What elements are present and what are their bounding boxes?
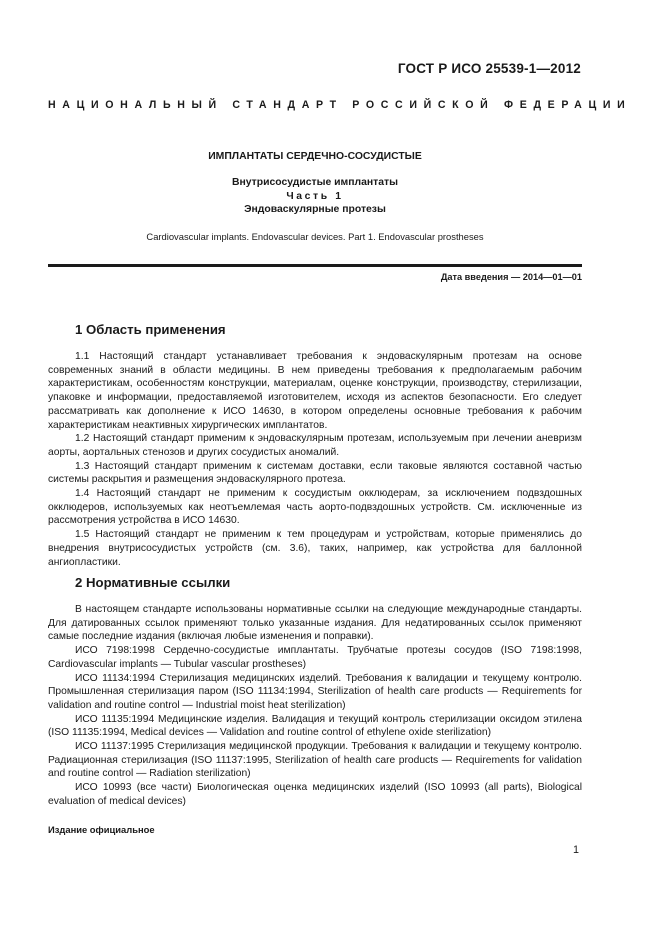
paragraph: В настоящем стандарте использованы нормативные ссылки на следующие международные стандарты. Для датированных ссылок применяют только указанные издания. Для недатированных ссылок применяют самые последние издания (включая любые изменения и поправки). — [48, 604, 582, 643]
document-title: ИМПЛАНТАТЫ СЕРДЕЧНО-СОСУДИСТЫЕ — [208, 151, 422, 162]
standard-number: ГОСТ Р ИСО 25539-1—2012 — [397, 61, 581, 76]
paragraph: 1.2 Настоящий стандарт применим к эндоваскулярным протезам, используемым при лечении аневризм аорты, аортальных стенозов и других сосудистых аномалий. — [48, 433, 582, 458]
paragraph: 1.3 Настоящий стандарт применим к системам доставки, если таковые являются составной частью системы раскрытия и размещения эндоваскулярного протеза. — [48, 460, 582, 486]
introduction-date: Дата введения — 2014—01—01 — [440, 272, 582, 282]
paragraph: 1.5 Настоящий стандарт не применим к тем процедурам и устройствам, которые применялись до внедрения внутрисосудистых устройств (см. 3.6), таких, например, как устройства для баллонной ангиопластики. — [48, 529, 582, 568]
reference-item: ИСО 11135:1994 Медицинские изделия. Валидация и текущий контроль стерилизации оксидом этилена (ISO 11135:1994, Medical devices — Validation and routine control of ethylene oxide sterilization) — [48, 713, 582, 739]
page-number: 1 — [573, 844, 580, 856]
document-subtitle: Внутрисосудистые имплантаты — [231, 177, 399, 188]
section-heading-normative-references: 2 Нормативные ссылки — [75, 575, 231, 590]
reference-item: ИСО 7198:1998 Сердечно-сосудистые имплантаты. Трубчатые протезы сосудов (ISO 7198:1998, Cardiovascular implants — Tubular vascular prostheses) — [48, 645, 582, 670]
section-body-scope — [48, 350, 582, 569]
title-divider — [48, 264, 582, 267]
section-heading-scope: 1 Область применения — [75, 322, 226, 337]
national-standard-line: НАЦИОНАЛЬНЫЙ СТАНДАРТ РОССИЙСКОЙ ФЕДЕРАЦИИ — [48, 99, 632, 111]
part-title: Эндоваскулярные протезы — [244, 204, 386, 215]
part-label: Часть 1 — [286, 191, 344, 202]
reference-item: ИСО 11134:1994 Стерилизация медицинских изделий. Требования к валидации и текущему контролю. Промышленная стерилизация паром (ISO 11134:1994, Sterilization of health care products — Requirements for validation and routine control — Industrial moist heat sterilization) — [48, 672, 582, 711]
english-title: Cardiovascular implants. Endovascular devices. Part 1. Endovascular prostheses — [146, 231, 484, 242]
paragraph: 1.4 Настоящий стандарт не применим к сосудистым окклюдерам, за исключением подвздошных окклюдеров, используемых как неотъемлемая часть аорто-подвздошных устройств. См. исключенные из рассмотрения устройства в ИСО 14630. — [48, 488, 582, 527]
section-body-normative-references — [48, 603, 582, 809]
reference-item: ИСО 11137:1995 Стерилизация медицинской продукции. Требования к валидации и текущему контролю. Радиационная стерилизация (ISO 11137:1995, Sterilization of health care products — Requirements for validation and routine control — Radiation sterilization) — [48, 741, 582, 780]
official-edition-label: Издание официальное — [48, 824, 155, 835]
reference-item: ИСО 10993 (все части) Биологическая оценка медицинских изделий (ISO 10993 (all parts), Biological evaluation of medical devices) — [48, 782, 582, 807]
paragraph: 1.1 Настоящий стандарт устанавливает требования к эндоваскулярным протезам на основе современных знаний в области медицины. В нем приведены требования к предполагаемым рабочим характеристикам, особенностям конструкции, материалам, оценке конструкции, производству, стерилизации, упаковке и информации, предоставляемой изготовителем, исходя из аспектов безопасности. Его следует рассматривать как дополнение к ИСО 14630, в котором определены основные требования к рабочим характеристикам неактивных хирургических имплантатов. — [48, 351, 582, 431]
